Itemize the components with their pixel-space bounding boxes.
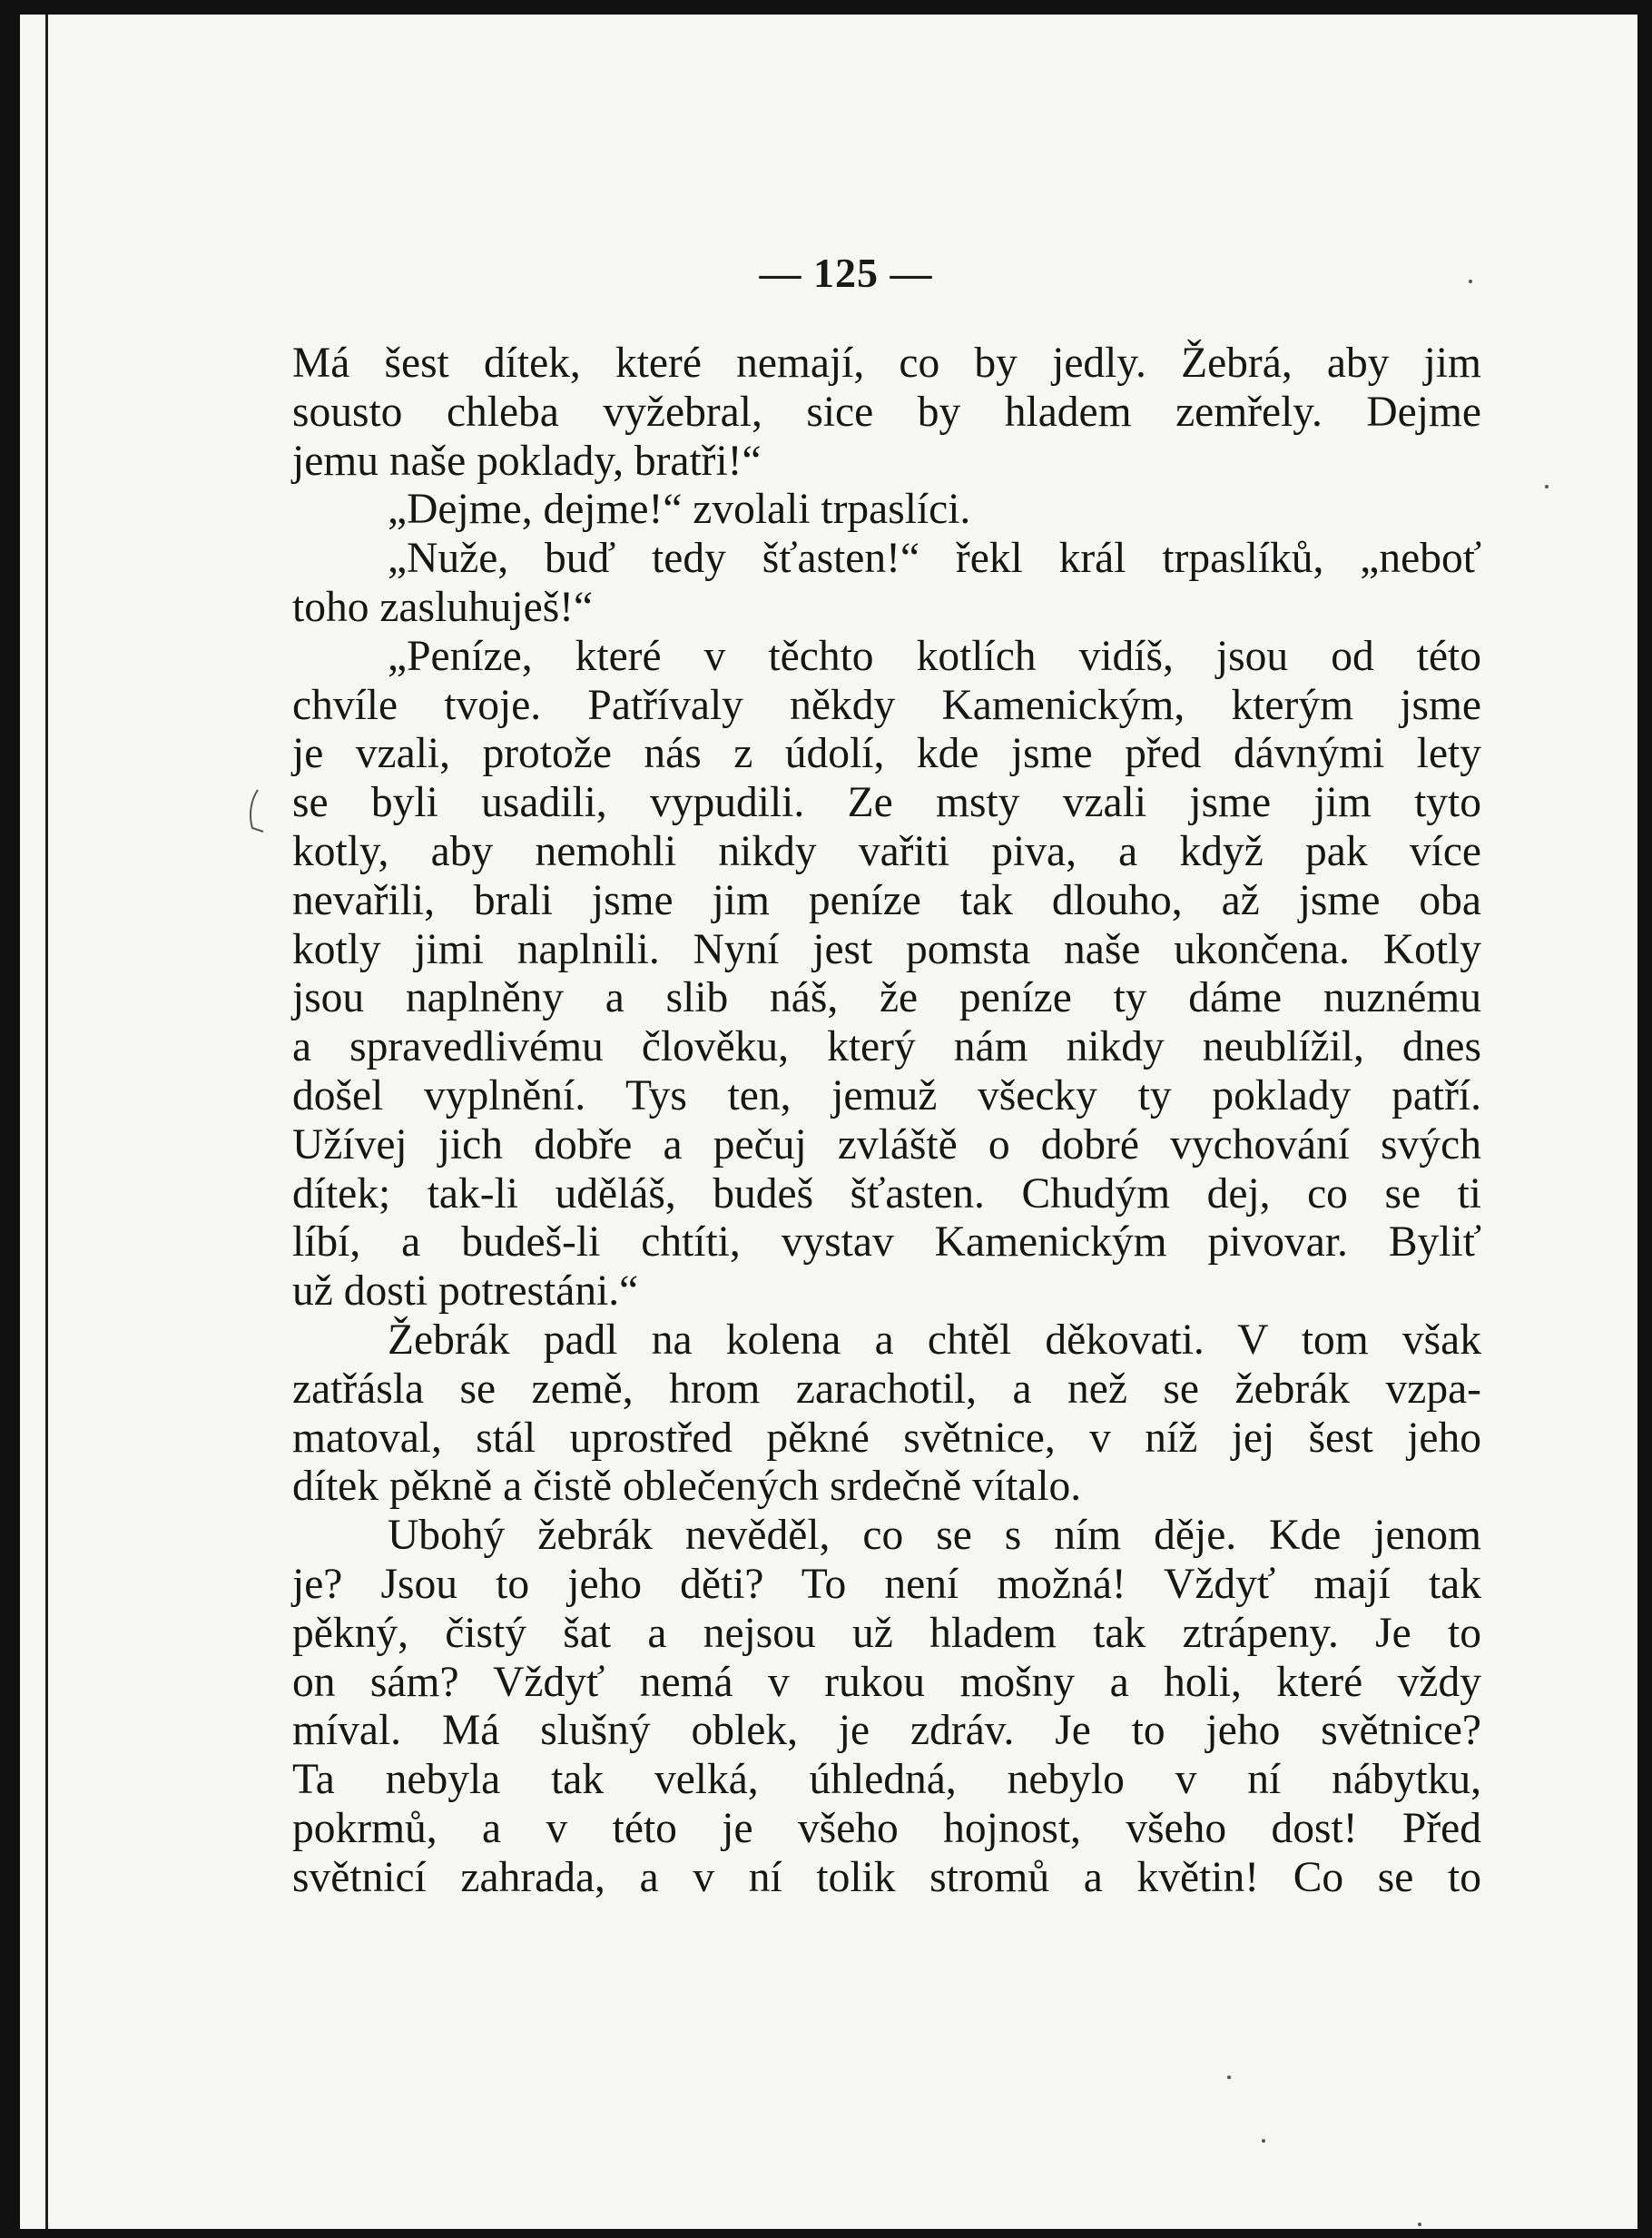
- body-text: [292, 340, 1481, 1903]
- text-line: je vzali, protože nás z údolí, kde jsme před dávnými lety: [292, 730, 1481, 778]
- text-line: míval. Má slušný oblek, je zdráv. Je to jeho světnice?: [292, 1707, 1481, 1755]
- text-line: kotly, aby nemohli nikdy vařiti piva, a když pak více: [292, 827, 1481, 875]
- text-line: kotly jimi naplnili. Nyní jest pomsta naše ukončena. Kotly: [292, 925, 1481, 973]
- text-line: už dosti potrestáni.“: [292, 1267, 639, 1316]
- text-line: „Dejme, dejme!“ zvolali trpaslíci.: [388, 486, 971, 534]
- text-line: Užívej jich dobře a pečuj zvláště o dobré vychování svých: [292, 1120, 1481, 1168]
- text-line: Ubohý žebrák nevěděl, co se s ním děje. Kde jenom: [388, 1512, 1481, 1560]
- text-line: Má šest dítek, které nemají, co by jedly. Žebrá, aby jim: [292, 340, 1481, 387]
- text-line: došel vyplnění. Tys ten, jemuž všecky ty poklady patří.: [292, 1071, 1481, 1119]
- text-line: jsou naplněny a slib náš, že peníze ty dáme nuznému: [292, 974, 1481, 1022]
- text-line: „Nuže, buď tedy šťasten!“ řekl král trpaslíků, „neboť: [388, 535, 1481, 583]
- text-line: a spravedlivému člověku, který nám nikdy neublížil, dnes: [292, 1023, 1481, 1071]
- binding-edge: [45, 15, 48, 2229]
- dust-speck: [1418, 2223, 1421, 2226]
- text-line: dítek; tak-li uděláš, budeš šťasten. Chudým dej, co se ti: [292, 1169, 1481, 1218]
- text-line: Žebrák padl na kolena a chtěl děkovati. V tom však: [388, 1316, 1481, 1364]
- dust-speck: [1469, 280, 1472, 283]
- text-line: sousto chleba vyžebral, sice by hladem zemřely. Dejme: [292, 388, 1481, 436]
- dust-speck: [1227, 2075, 1231, 2079]
- dust-speck: [1262, 2139, 1265, 2143]
- text-line: „Peníze, které v těchto kotlích vidíš, jsou od této: [388, 632, 1481, 680]
- text-line: toho zasluhuješ!“: [292, 583, 594, 631]
- text-line: světnicí zahrada, a v ní tolik stromů a květin! Co se to: [292, 1853, 1481, 1901]
- text-line: chvíle tvoje. Patřívaly někdy Kamenickým, kterým jsme: [292, 681, 1481, 729]
- text-line: líbí, a budeš-li chtíti, vystav Kamenickým pivovar. Byliť: [292, 1218, 1481, 1267]
- text-line: pěkný, čistý šat a nejsou už hladem tak ztrápeny. Je to: [292, 1609, 1481, 1657]
- text-line: on sám? Vždyť nemá v rukou mošny a holi, které vždy: [292, 1658, 1481, 1706]
- margin-pencil-mark: [245, 788, 267, 833]
- text-line: pokrmů, a v této je všeho hojnost, všeho dost! Před: [292, 1804, 1481, 1852]
- dust-speck: [1545, 485, 1549, 488]
- text-line: dítek pěkně a čistě oblečených srdečně vítalo.: [292, 1463, 1082, 1511]
- page-number: — 125 —: [759, 250, 933, 296]
- text-line: matoval, stál uprostřed pěkné světnice, v níž jej šest jeho: [292, 1414, 1481, 1462]
- text-line: nevařili, brali jsme jim peníze tak dlouho, až jsme oba: [292, 876, 1481, 924]
- text-line: je? Jsou to jeho děti? To není možná! Vždyť mají tak: [292, 1560, 1481, 1608]
- text-line: Ta nebyla tak velká, úhledná, nebylo v ní nábytku,: [292, 1756, 1481, 1804]
- text-line: jemu naše poklady, bratři!“: [292, 437, 762, 485]
- text-line: se byli usadili, vypudili. Ze msty vzali jsme jim tyto: [292, 779, 1481, 827]
- text-line: zatřásla se země, hrom zarachotil, a než se žebrák vzpa-: [292, 1365, 1481, 1413]
